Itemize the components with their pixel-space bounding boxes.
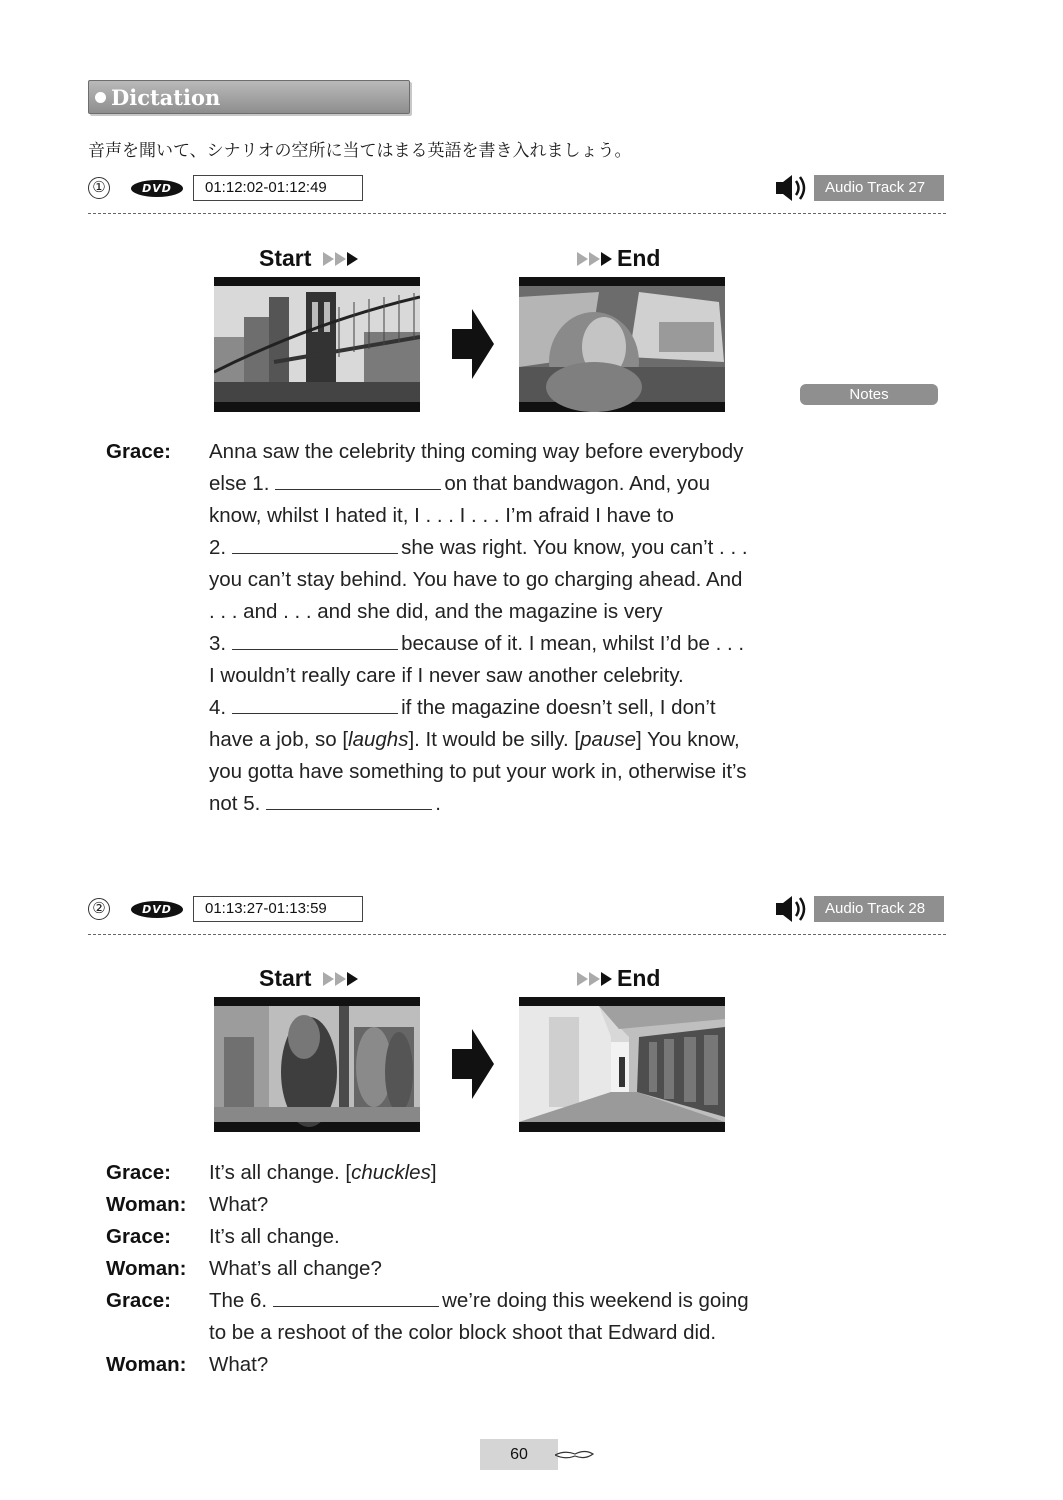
forward-arrows-icon xyxy=(577,972,613,986)
timecode-2: 01:13:27-01:13:59 xyxy=(193,896,363,922)
divider xyxy=(88,213,946,214)
speaker-label: Woman: xyxy=(106,1257,187,1280)
dialogue-line: 4. if the magazine doesn’t sell, I don’t xyxy=(209,696,716,719)
bullet-icon xyxy=(95,92,106,103)
forward-arrows-icon xyxy=(323,972,359,986)
arrow-right-icon xyxy=(452,309,494,379)
speaker-label: Grace: xyxy=(106,1161,171,1184)
instruction-text: 音声を聞いて、シナリオの空所に当てはまる英語を書き入れましょう。 xyxy=(88,141,632,161)
audio-track-label-1[interactable]: Audio Track 27 xyxy=(814,175,944,201)
dvd-icon: DVD xyxy=(131,901,183,918)
dialogue-line: . . . and . . . and she did, and the magazine is very xyxy=(209,600,663,623)
dialogue-line: I wouldn’t really care if I never saw another celebrity. xyxy=(209,664,684,687)
audio-track-label-2[interactable]: Audio Track 28 xyxy=(814,896,944,922)
dialogue-line: It’s all change. [chuckles] xyxy=(209,1161,437,1184)
start-label: Start xyxy=(259,965,359,992)
arrow-right-icon xyxy=(452,1029,494,1099)
section-title: Dictation xyxy=(111,84,221,110)
dvd-icon: DVD xyxy=(131,180,183,197)
start-frame-image xyxy=(214,277,420,412)
dialogue-line: What? xyxy=(209,1353,269,1376)
blank-1[interactable] xyxy=(275,472,441,490)
dialogue-line: you can’t stay behind. You have to go charging ahead. And xyxy=(209,568,743,591)
blank-6[interactable] xyxy=(273,1289,439,1307)
start-frame-image xyxy=(214,997,420,1132)
notes-label: Notes xyxy=(800,384,938,405)
section-header xyxy=(88,80,410,114)
speaker-label: Woman: xyxy=(106,1353,187,1376)
dialogue-line: 2. she was right. You know, you can’t . . . xyxy=(209,536,748,559)
timecode-1: 01:12:02-01:12:49 xyxy=(193,175,363,201)
dialogue-line: Anna saw the celebrity thing coming way before everybody xyxy=(209,440,744,463)
speaker-label: Woman: xyxy=(106,1193,187,1216)
page-decoration-icon xyxy=(555,1446,595,1464)
dialogue-line: else 1. on that bandwagon. And, you xyxy=(209,472,710,495)
blank-5[interactable] xyxy=(266,792,432,810)
dialogue-line: What’s all change? xyxy=(209,1257,382,1280)
divider xyxy=(88,934,946,935)
speaker-icon[interactable] xyxy=(774,172,810,204)
dialogue-line: What? xyxy=(209,1193,269,1216)
section-number-1: ① xyxy=(88,177,110,199)
blank-2[interactable] xyxy=(232,536,398,554)
speaker-label: Grace: xyxy=(106,440,171,463)
dialogue-line: know, whilst I hated it, I . . . I . . . I’m afraid I have to xyxy=(209,504,674,527)
speaker-label: Grace: xyxy=(106,1225,171,1248)
blank-3[interactable] xyxy=(232,632,398,650)
section-number-2: ② xyxy=(88,898,110,920)
dialogue-line: The 6. we’re doing this weekend is going xyxy=(209,1289,749,1312)
end-label: End xyxy=(577,965,660,992)
dialogue-line: 3. because of it. I mean, whilst I’d be . . . xyxy=(209,632,745,655)
end-label: End xyxy=(577,245,660,272)
end-frame-image xyxy=(519,277,725,412)
speaker-label: Grace: xyxy=(106,1289,171,1312)
dialogue-line: to be a reshoot of the color block shoot that Edward did. xyxy=(209,1321,717,1344)
start-label: Start xyxy=(259,245,359,272)
dialogue-line: you gotta have something to put your work in, otherwise it’s xyxy=(209,760,747,783)
forward-arrows-icon xyxy=(323,252,359,266)
dialogue-line: not 5. . xyxy=(209,792,441,815)
dialogue-line: have a job, so [laughs]. It would be silly. [pause] You know, xyxy=(209,728,740,751)
end-frame-image xyxy=(519,997,725,1132)
speaker-icon[interactable] xyxy=(774,893,810,925)
forward-arrows-icon xyxy=(577,252,613,266)
blank-4[interactable] xyxy=(232,696,398,714)
dialogue-line: It’s all change. xyxy=(209,1225,340,1248)
page-number: 60 xyxy=(480,1439,558,1470)
